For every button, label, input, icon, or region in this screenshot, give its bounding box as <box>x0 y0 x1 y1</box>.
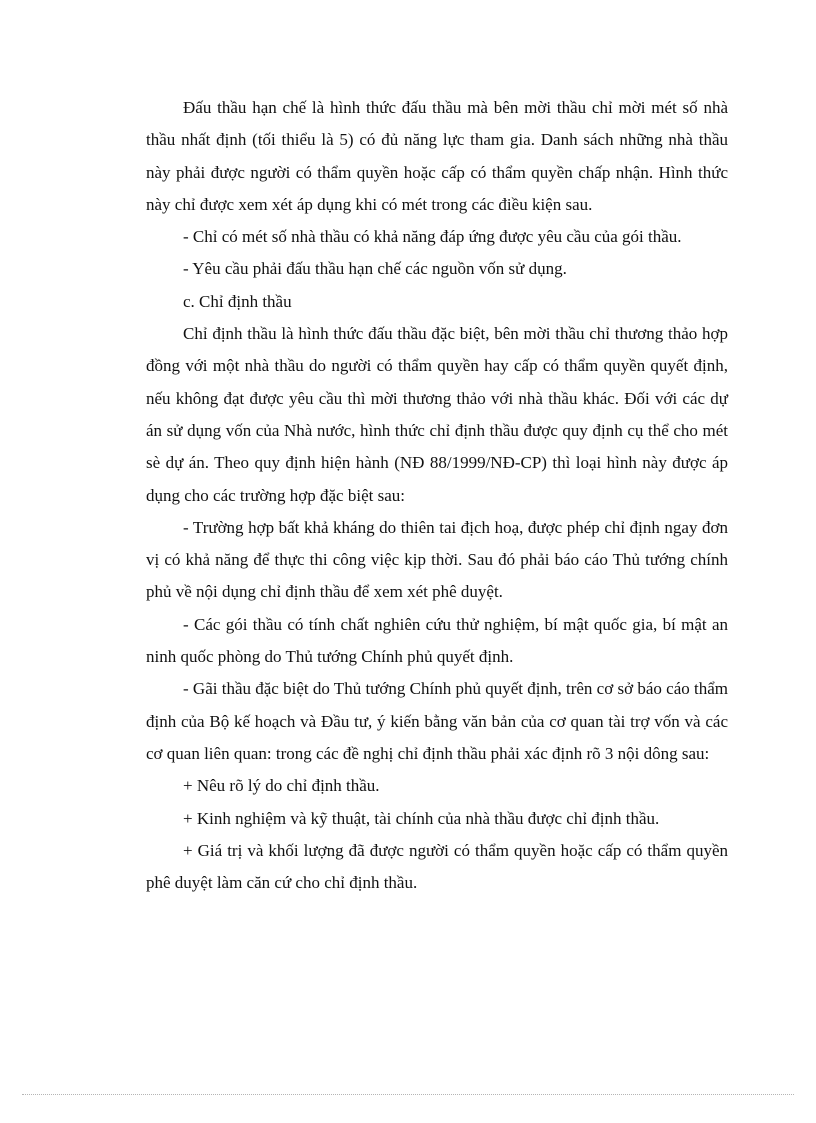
bullet-limited-contractors: - Chỉ có mét số nhà thầu có khả năng đáp ứng được yêu cầu của gói thầu. <box>183 227 682 247</box>
subitem-value-volume: + Giá trị và khối lượng đã được người có thẩm quyền hoặc cấp có thẩm quyền phê duyệt làm căn cứ cho chỉ định thầu. <box>146 840 728 893</box>
bullet-research-secrecy: - Các gói thầu có tính chất nghiên cứu thử nghiệm, bí mật quốc gia, bí mật an ninh quốc phòng do Thủ tướng Chính phủ quyết định. <box>146 614 728 667</box>
paragraph-designated-bidding: Chỉ định thầu là hình thức đấu thầu đặc biệt, bên mời thầu chỉ thương thảo hợp đồng với một nhà thầu do người có thẩm quyền hay cấp có thẩm quyền quyết định, nếu không đạt được yêu cầu thì mời thương thảo với nhà thầu khác. Đối với các dự án sử dụng vốn của Nhà nước, hình thức chỉ định thầu được quy định cụ thể cho mét sè dự án. Theo quy định hiện hành (NĐ 88/1999/NĐ-CP) thì loại hình này được áp dụng cho các trường hợp đặc biệt sau: <box>146 324 728 505</box>
bullet-special-package: - Gãi thầu đặc biệt do Thủ tướng Chính phủ quyết định, trên cơ sở báo cáo thẩm định của Bộ kế hoạch và Đầu tư, ý kiến bằng văn bản của cơ quan tài trợ vốn và các cơ quan liên quan: trong các đề nghị chỉ định thầu phải xác định rõ 3 nội dông sau: <box>146 679 728 763</box>
subitem-reason: + Nêu rõ lý do chỉ định thầu. <box>183 776 380 796</box>
body-text <box>146 92 728 899</box>
page-footer-divider <box>22 1094 794 1095</box>
section-heading-designated-bidding: c. Chỉ định thầu <box>183 291 292 311</box>
paragraph-restricted-bidding: Đấu thầu hạn chế là hình thức đấu thầu mà bên mời thầu chỉ mời mét số nhà thầu nhất định (tối thiểu là 5) có đủ năng lực tham gia. Danh sách những nhà thầu này phải được người có thẩm quyền hoặc cấp có thẩm quyền chấp nhận. Hình thức này chỉ được xem xét áp dụng khi có mét trong các điều kiện sau. <box>146 98 728 214</box>
bullet-funding-source: - Yêu cầu phải đấu thầu hạn chế các nguồn vốn sử dụng. <box>183 259 567 279</box>
subitem-experience: + Kinh nghiệm và kỹ thuật, tài chính của nhà thầu được chỉ định thầu. <box>183 808 660 828</box>
bullet-force-majeure: - Trường hợp bất khả kháng do thiên tai địch hoạ, được phép chỉ định ngay đơn vị có khả năng để thực thi công việc kịp thời. Sau đó phải báo cáo Thủ tướng chính phủ về nội dụng chỉ định thầu để xem xét phê duyệt. <box>146 517 728 602</box>
